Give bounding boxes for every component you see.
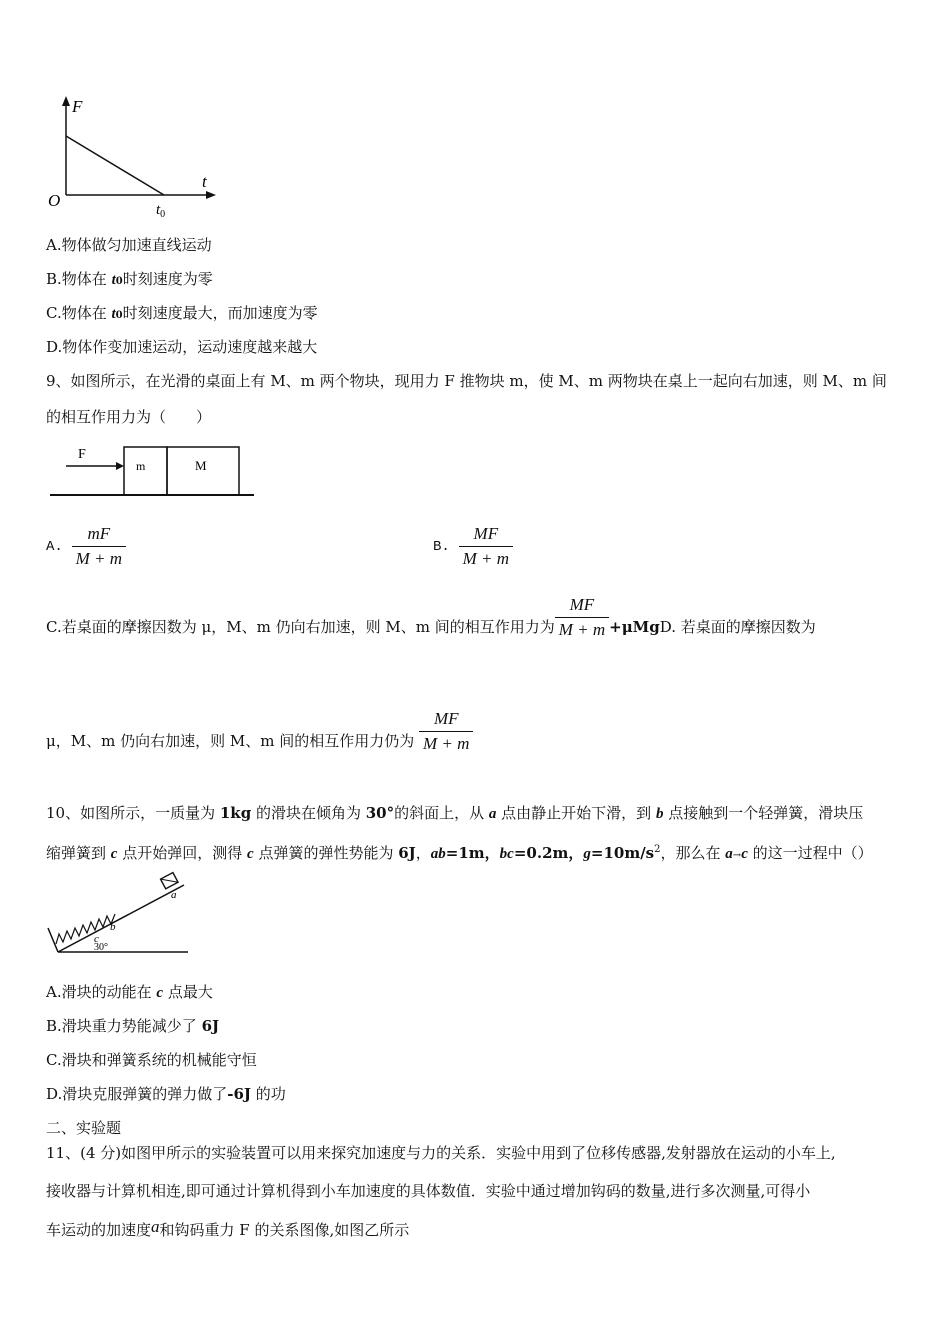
q8-option-d: D.物体作变加速运动，运动速度越来越大 <box>46 338 318 356</box>
q9-option-a: A. $\frac{mF}{M + m}$ <box>46 522 126 570</box>
force-time-graph <box>40 90 240 220</box>
block-M-label: M <box>195 458 207 473</box>
point-c-label: c <box>94 933 99 945</box>
q10-option-a: A.滑块的动能在 c 点最大 <box>46 983 213 1001</box>
incline-spring-figure <box>44 870 194 960</box>
x-axis-label: t <box>202 172 207 191</box>
q9-option-c-fraction: $\frac{MF}{M + m}$ <box>555 595 609 640</box>
q9-option-c: C.若桌面的摩擦因数为 μ，M、m 仍向右加速，则 M、m 间的相互作用力为 $\frac{MF}{M + m}$ +μMgD. 若桌面的摩擦因数为 <box>46 594 816 639</box>
wall-line <box>48 928 58 952</box>
q9-stem-line2: 的相互作用力为（ ） <box>46 408 212 426</box>
q8-option-c: C.物体在 t0时刻速度最大，而加速度为零 <box>46 304 318 322</box>
q9-option-a-fraction: $\frac{mF}{M + m}$ <box>72 524 126 569</box>
point-a-label: a <box>171 889 177 901</box>
angle-label: 30° <box>94 942 108 953</box>
block-m-label: m <box>136 459 146 473</box>
q8-option-b: B.物体在 t0时刻速度为零 <box>46 270 213 288</box>
q11-line1: 11、(4 分)如图甲所示的实验装置可以用来探究加速度与力的关系．实验中用到了位移传感器,发射器放在运动的小车上, <box>46 1144 836 1162</box>
q9-option-b: B. $\frac{MF}{M + m}$ <box>433 522 513 570</box>
y-axis-arrow <box>62 96 70 106</box>
q10-stem-line1: 10、如图所示，一质量为 1kg 的滑块在倾角为 30°的斜面上，从 a 点由静止开始下滑，到 b 点接触到一个轻弹簧，滑块压 <box>46 804 864 822</box>
x-axis-arrow <box>206 191 216 199</box>
spring <box>56 914 115 944</box>
t0-label: $t_0$ <box>156 202 166 220</box>
q9-stem-line1: 9、如图所示，在光滑的桌面上有 M、m 两个物块，现用力 F 推物块 m，使 M、m 两物块在桌上一起向右加速，则 M、m 间 <box>46 372 887 390</box>
slider-block <box>161 873 179 889</box>
q11-line3: 车运动的加速度a和钩码重力 F 的关系图像,如图乙所示 <box>46 1217 410 1239</box>
q9-option-b-fraction: $\frac{MF}{M + m}$ <box>459 524 513 569</box>
force-label: F <box>78 447 86 462</box>
q10-stem-line2: 缩弹簧到 c 点开始弹回，测得 c 点弹簧的弹性势能为 6J，ab=1m，bc=0.2m，$g=10m/s^2$，那么在 a→c 的这一过程中（） <box>46 844 873 862</box>
point-b-label: b <box>110 921 116 933</box>
origin-label: O <box>48 191 61 210</box>
q10-option-b: B.滑块重力势能减少了 6J <box>46 1017 220 1035</box>
q11-line2: 接收器与计算机相连,即可通过计算机得到小车加速度的具体数值．实验中通过增加钩码的数量,进行多次测量,可得小 <box>46 1182 811 1200</box>
blocks-figure <box>46 440 261 502</box>
block-m <box>124 447 167 495</box>
q8-option-a: A.物体做匀加速直线运动 <box>46 236 212 254</box>
force-line <box>66 136 164 195</box>
q9-option-d: μ，M、m 仍向右加速，则 M、m 间的相互作用力仍为 $\frac{MF}{M + m}$ <box>46 718 473 765</box>
q9-option-d-fraction: $\frac{MF}{M + m}$ <box>419 709 473 754</box>
force-arrow-head <box>116 462 124 470</box>
section-heading: 二、实验题 <box>46 1119 122 1137</box>
incline-line <box>58 885 184 952</box>
q10-option-c: C.滑块和弹簧系统的机械能守恒 <box>46 1051 257 1069</box>
q10-option-d: D.滑块克服弹簧的弹力做了-6J 的功 <box>46 1085 286 1103</box>
y-axis-label: F <box>72 97 83 116</box>
